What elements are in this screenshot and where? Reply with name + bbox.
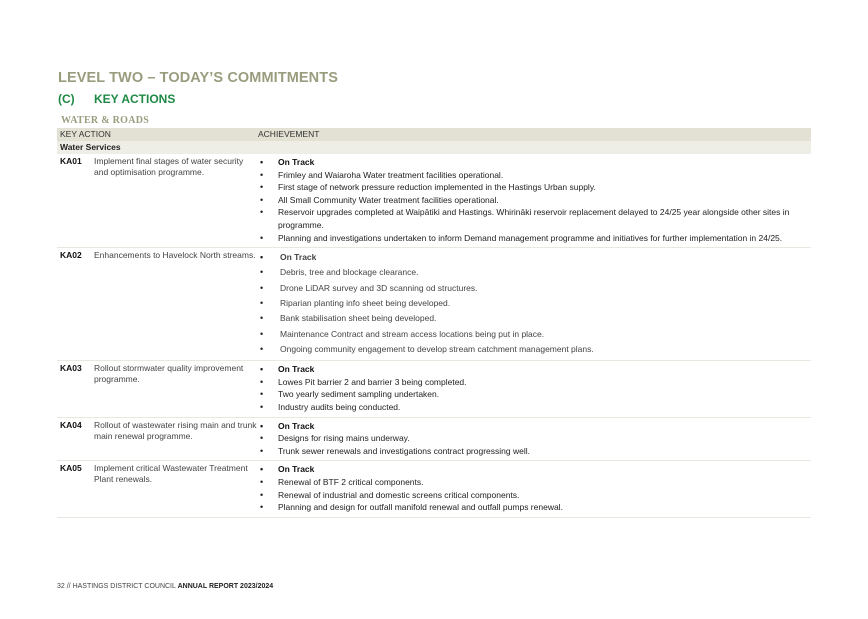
- list-item: • Lowes Pit barrier 2 and barrier 3 being completed.: [258, 376, 811, 389]
- footer-text: 32 // HASTINGS DISTRICT COUNCIL: [57, 583, 178, 590]
- row-code: KA03: [60, 363, 82, 374]
- table-row: [57, 418, 811, 462]
- section-heading: WATER & ROADS: [61, 115, 150, 126]
- status-on-track: • On Track: [258, 463, 811, 476]
- list-item: • Drone LiDAR survey and 3D scanning od structures.: [258, 281, 811, 296]
- header-achievement: ACHIEVEMENT: [258, 129, 320, 139]
- list-item: • Reservoir upgrades completed at Waipātiki and Hastings. Whirināki reservoir replacement delayed to 24/25 year alongside other sites in programme.: [258, 206, 811, 231]
- page-footer: [57, 583, 273, 590]
- list-item: • Frimley and Waiaroha Water treatment facilities operational.: [258, 169, 811, 182]
- row-code: KA05: [60, 463, 82, 474]
- row-achievements: [258, 461, 811, 516]
- list-item: • Renewal of BTF 2 critical components.: [258, 476, 811, 489]
- table-row: [57, 361, 811, 417]
- table-row: [57, 248, 811, 361]
- row-achievements: [258, 361, 811, 416]
- footer-report-title: ANNUAL REPORT 2023/2024: [177, 583, 274, 590]
- row-action: Implement critical Wastewater Treatment Plant renewals.: [94, 463, 248, 485]
- list-item: • Maintenance Contract and stream access locations being put in place.: [258, 327, 811, 342]
- table-header: [57, 128, 811, 141]
- table-row: [57, 154, 811, 248]
- status-on-track: • On Track: [258, 420, 811, 433]
- row-achievements: [258, 248, 811, 360]
- list-item: • Renewal of industrial and domestic screens critical components.: [258, 489, 811, 502]
- page-title: LEVEL TWO – TODAY’S COMMITMENTS: [58, 70, 338, 86]
- status-on-track: • On Track: [258, 156, 811, 169]
- subtitle-text: KEY ACTIONS: [94, 92, 176, 106]
- list-item: • Two yearly sediment sampling undertaken.: [258, 388, 811, 401]
- header-key-action: KEY ACTION: [60, 129, 111, 139]
- list-item: • Riparian planting info sheet being developed.: [258, 296, 811, 311]
- list-item: • Designs for rising mains underway.: [258, 432, 811, 445]
- list-item: • Industry audits being conducted.: [258, 401, 811, 414]
- table-row: [57, 461, 811, 517]
- list-item: • Debris, tree and blockage clearance.: [258, 265, 811, 280]
- row-action: Rollout stormwater quality improvement programme.: [94, 363, 244, 385]
- row-action: Rollout of wastewater rising main and trunk main renewal programme.: [94, 419, 257, 441]
- list-item: • Planning and investigations undertaken to inform Demand management programme and initiatives for further implementation in 24/25.: [258, 232, 811, 245]
- list-item: • Bank stabilisation sheet being developed.: [258, 311, 811, 326]
- group-row-water-services: Water Services: [57, 141, 811, 154]
- row-action: Enhancements to Havelock North streams.: [94, 250, 256, 261]
- page-subtitle: [58, 92, 175, 106]
- subtitle-number: (C): [58, 92, 75, 106]
- row-code: KA04: [60, 419, 82, 430]
- list-item: • Planning and design for outfall manifold renewal and outfall pumps renewal.: [258, 501, 811, 514]
- list-item: • Trunk sewer renewals and investigations contract progressing well.: [258, 445, 811, 458]
- row-achievements: [258, 418, 811, 461]
- list-item: • First stage of network pressure reduction implemented in the Hastings Urban supply.: [258, 181, 811, 194]
- row-achievements: [258, 154, 811, 247]
- row-code: KA02: [60, 250, 82, 261]
- key-actions-table: [57, 128, 811, 518]
- list-item: • All Small Community Water treatment facilities operational.: [258, 194, 811, 207]
- row-action: Implement final stages of water security and optimisation programme.: [94, 156, 244, 177]
- status-on-track: • On Track: [258, 363, 811, 376]
- status-on-track: • On Track: [258, 250, 811, 265]
- row-code: KA01: [60, 156, 82, 166]
- list-item: • Ongoing community engagement to develop stream catchment management plans.: [258, 342, 811, 357]
